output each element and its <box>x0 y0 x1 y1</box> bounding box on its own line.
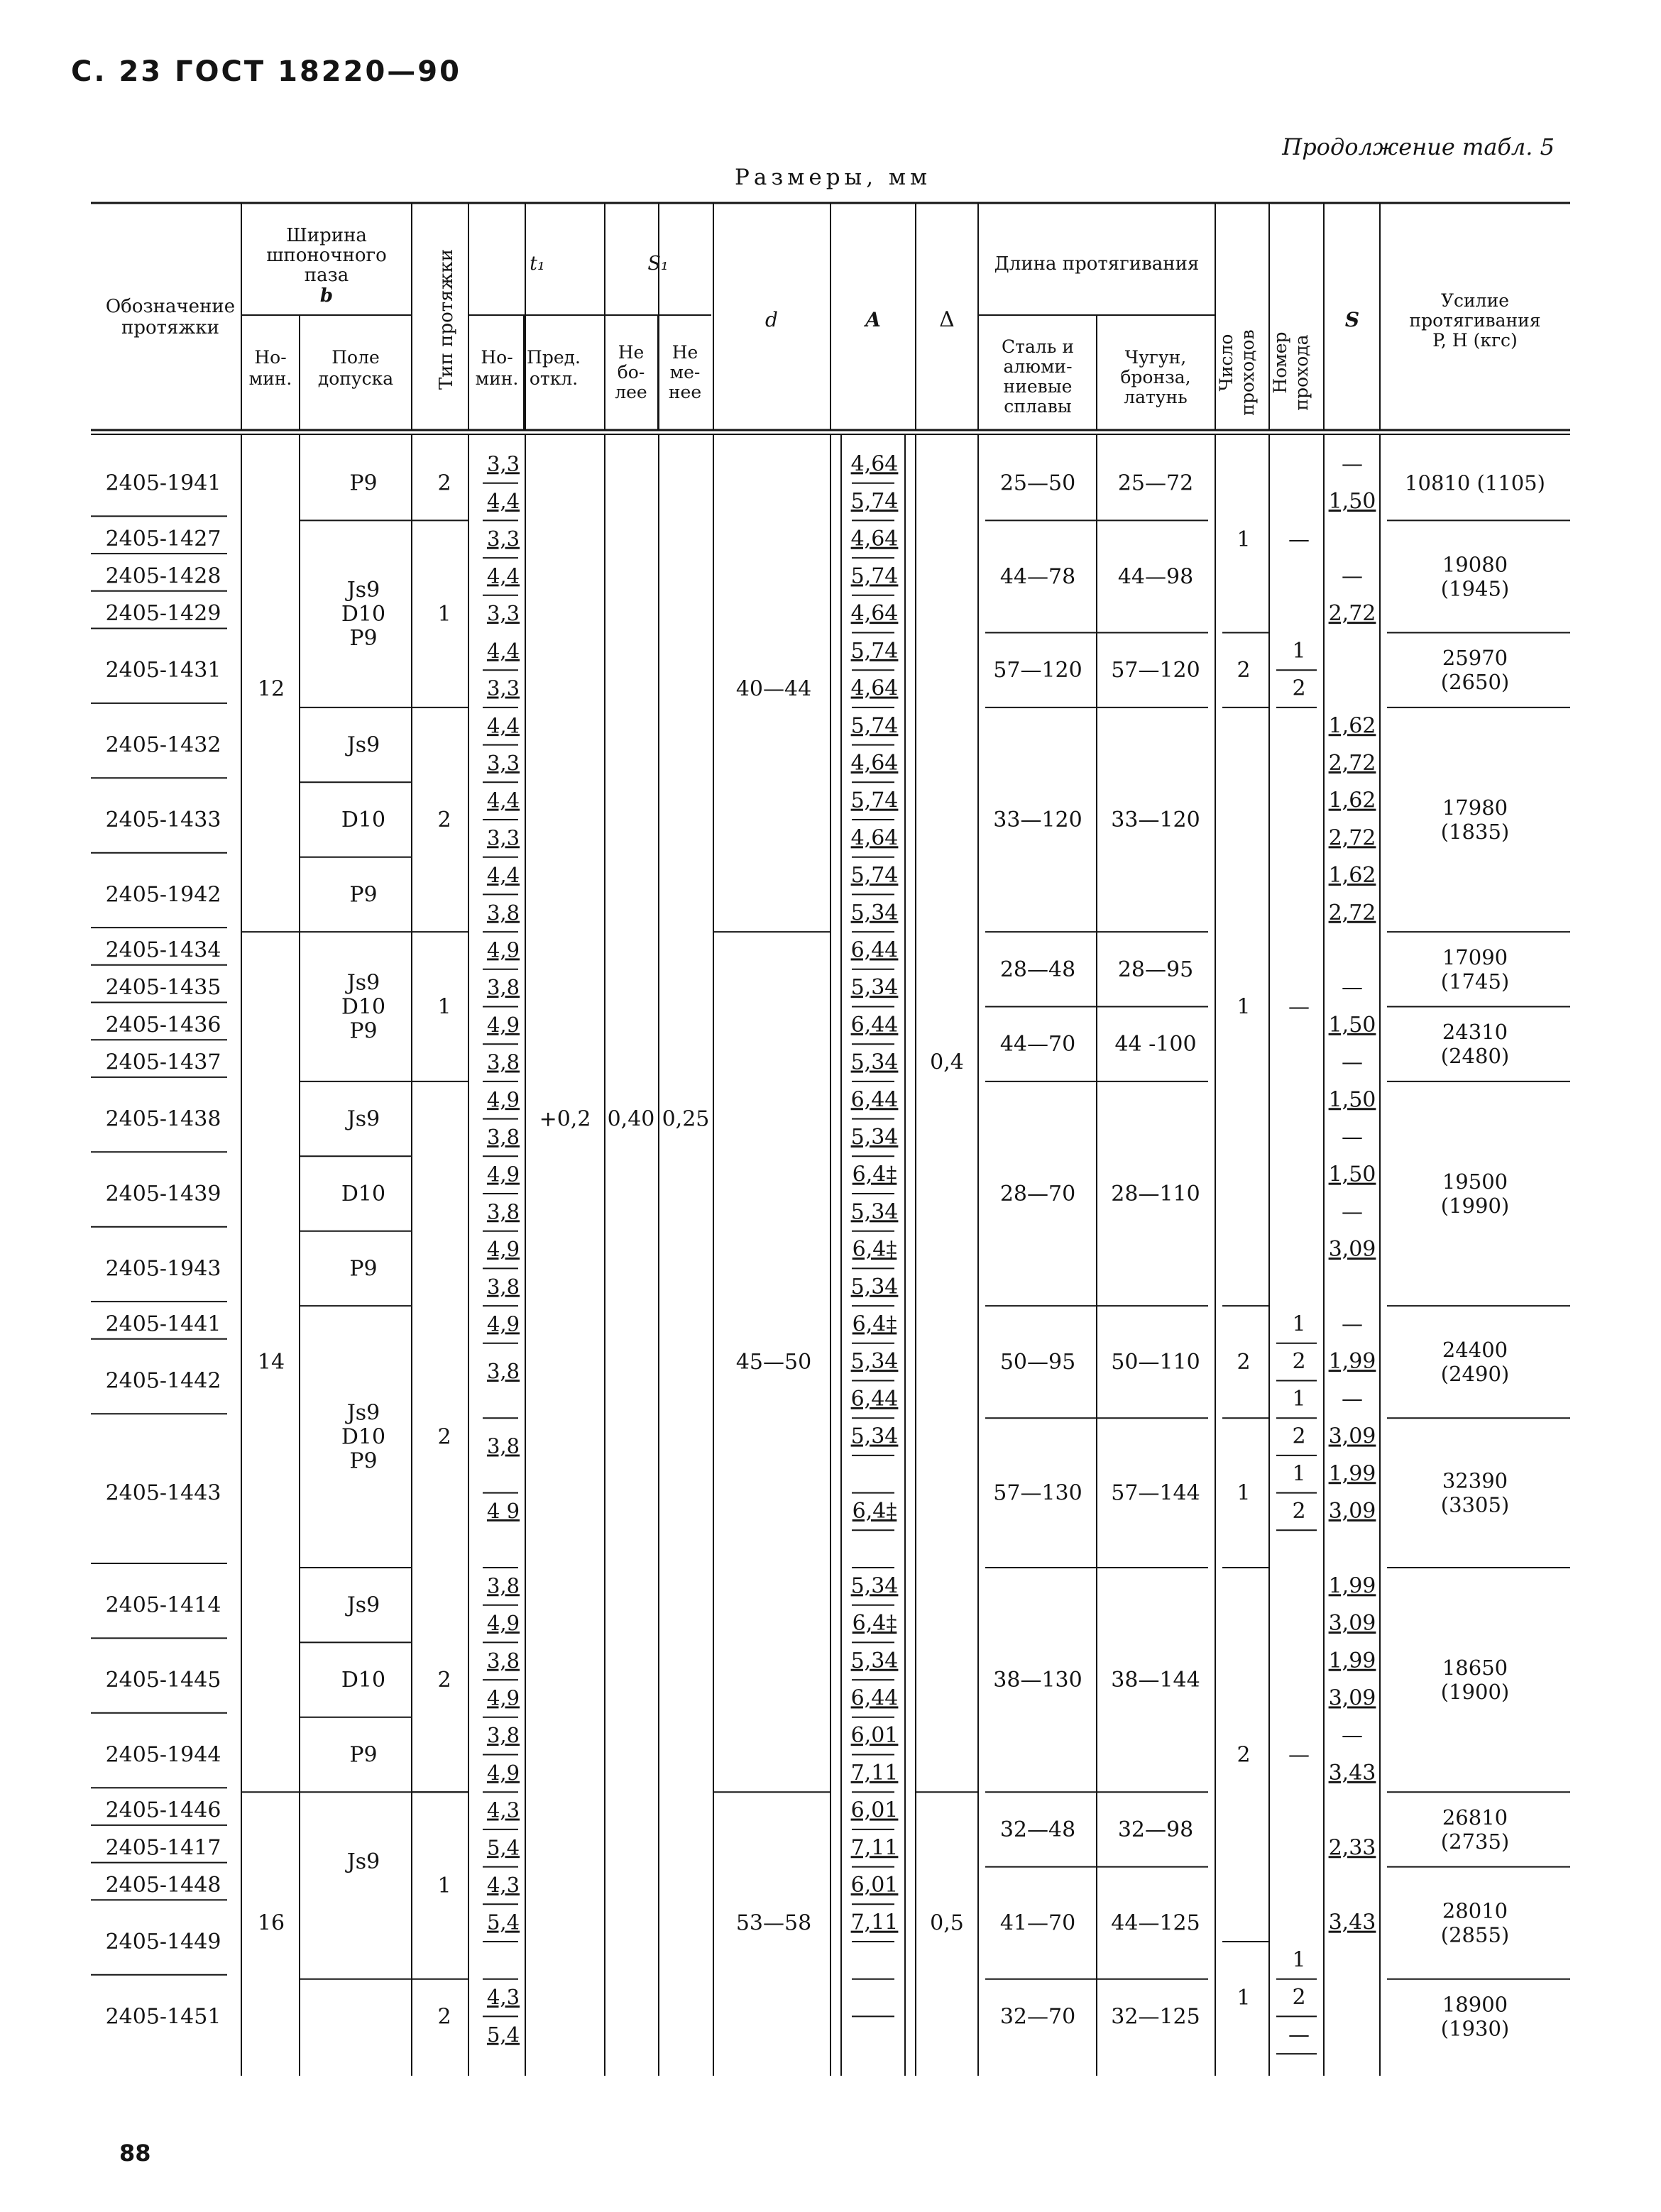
A-cell: 6,44 <box>850 1386 899 1412</box>
steel-length-cell: 28—48 <box>999 957 1076 982</box>
header-keyway-width: b <box>319 285 334 307</box>
designation-cell: 2405-1448 <box>105 1872 221 1898</box>
t1-nominal-cell: 4,9 <box>486 1162 520 1187</box>
designation-cell: 2405-1443 <box>105 1480 221 1506</box>
pass-number-cell: 2 <box>1292 676 1306 701</box>
passes-count-cell: 2 <box>1237 658 1251 683</box>
steel-length-cell: 32—48 <box>999 1817 1076 1842</box>
header-steel: алюми- <box>1003 356 1073 377</box>
designation-cell: 2405-1431 <box>105 658 221 683</box>
force-cell: 25970 <box>1442 646 1508 671</box>
table-body <box>106 451 1545 2047</box>
force-cell: 17980 <box>1442 796 1508 820</box>
header-cast-iron: бронза, <box>1120 367 1191 387</box>
A-cell: 6,01 <box>850 1872 899 1898</box>
A-cell: 6,44 <box>850 937 899 963</box>
A-cell: 5,74 <box>850 863 899 888</box>
S-cell: 1,99 <box>1328 1573 1376 1599</box>
force-cell: (2490) <box>1440 1362 1510 1387</box>
force-cell: 17090 <box>1442 945 1508 969</box>
header-A: A <box>865 308 881 331</box>
A-cell: 7,11 <box>850 1760 899 1785</box>
table-grid <box>91 203 1570 2076</box>
cast-iron-length-cell: 33—120 <box>1111 808 1200 832</box>
S-cell: — <box>1342 1386 1363 1412</box>
cast-iron-length-cell: 44 -100 <box>1114 1032 1197 1057</box>
t1-nominal-cell: 4,4 <box>486 489 520 514</box>
designation-cell: 2405-1434 <box>105 937 221 963</box>
nominal-b-cell: 16 <box>257 1910 285 1936</box>
t1-nominal-cell: 4,4 <box>486 863 520 888</box>
A-cell: 5,74 <box>850 788 899 813</box>
tolerance-field-cell: P9 <box>349 626 378 651</box>
S-cell: 1,99 <box>1328 1461 1376 1487</box>
S-cell: 1,50 <box>1328 489 1376 515</box>
A-cell: 5,34 <box>850 1349 899 1375</box>
A-cell: 4,64 <box>850 825 899 851</box>
header-keyway-width: шпоночного <box>266 245 387 266</box>
delta-cell: 0,4 <box>930 1050 964 1075</box>
t1-nominal-cell: 3,3 <box>486 601 520 626</box>
A-cell: 6,4‡ <box>852 1237 897 1262</box>
S-cell: 2,72 <box>1328 750 1376 776</box>
nominal-b-cell: 14 <box>257 1350 285 1375</box>
designation-cell: 2405-1436 <box>105 1012 221 1038</box>
passes-count-cell: 1 <box>1237 994 1251 1020</box>
broach-type-cell: 2 <box>437 2004 451 2030</box>
cast-iron-length-cell: 50—110 <box>1111 1350 1200 1375</box>
steel-length-cell: 41—70 <box>999 1910 1076 1936</box>
steel-length-cell: 25—50 <box>999 471 1076 496</box>
S-cell: 3,09 <box>1328 1611 1376 1636</box>
units-caption: Размеры, мм <box>735 165 932 190</box>
pass-number-cell: — <box>1288 1742 1310 1768</box>
pass-number-cell: 1 <box>1292 1461 1306 1487</box>
header-passes-count: Число <box>1216 334 1237 392</box>
t1-nominal-cell: 4,3 <box>486 1985 520 2010</box>
tolerance-field-cell: Js9 <box>346 1106 380 1132</box>
A-cell: 6,4‡ <box>852 1311 897 1337</box>
S-cell: 3,09 <box>1328 1498 1376 1524</box>
A-cell: 4,64 <box>850 451 899 477</box>
tolerance-field-cell: Js9 <box>346 1592 380 1618</box>
A-cell: 5,34 <box>850 1424 899 1449</box>
d-cell: 45—50 <box>735 1350 812 1375</box>
broach-type-cell: 2 <box>437 471 451 496</box>
S-cell: 2,72 <box>1328 601 1376 627</box>
S-cell: 1,62 <box>1328 788 1376 813</box>
header-t1-deviation: откл. <box>529 368 579 389</box>
table-continuation-note: Продолжение табл. 5 <box>1282 133 1555 160</box>
header-pass-number: Номер <box>1270 331 1290 394</box>
designation-cell: 2405-1417 <box>105 1835 221 1861</box>
t1-nominal-cell: 4,3 <box>486 1798 520 1822</box>
header-tolerance-field: Поле <box>331 347 380 368</box>
S-cell: — <box>1342 1311 1363 1337</box>
S-cell: 3,09 <box>1328 1237 1376 1262</box>
designation-cell: 2405-1437 <box>105 1050 221 1075</box>
designation-cell: 2405-1438 <box>105 1106 221 1132</box>
designation-cell: 2405-1441 <box>105 1311 221 1337</box>
designation-cell: 2405-1442 <box>105 1368 221 1394</box>
header-delta: Δ <box>939 307 955 332</box>
t1-nominal-cell: 3,3 <box>486 676 520 700</box>
t1-nominal-cell: 4,9 <box>486 1685 520 1710</box>
header-cast-iron: Чугун, <box>1124 347 1187 368</box>
header-pass-number: прохода <box>1291 334 1312 411</box>
cast-iron-length-cell: 44—125 <box>1111 1910 1200 1936</box>
force-cell: (3305) <box>1440 1492 1510 1517</box>
pass-number-cell: 2 <box>1292 1498 1306 1524</box>
A-cell: 6,01 <box>850 1723 899 1749</box>
header-s1-max: бо- <box>617 362 645 383</box>
pass-number-cell: 2 <box>1292 1985 1306 2010</box>
A-cell: 5,74 <box>850 489 899 515</box>
A-cell: 4,64 <box>850 601 899 627</box>
force-cell: 26810 <box>1442 1805 1508 1829</box>
delta-cell: 0,5 <box>930 1910 964 1936</box>
A-cell: 5,74 <box>850 638 899 664</box>
header-nominal-b: Но- <box>254 347 287 368</box>
page-header: С. 23 ГОСТ 18220—90 <box>71 55 461 88</box>
pass-number-cell: 1 <box>1292 1311 1306 1337</box>
d-cell: 40—44 <box>735 676 812 702</box>
tolerance-field-cell: D10 <box>341 994 386 1020</box>
A-cell: 5,34 <box>850 1050 899 1075</box>
force-cell: (1900) <box>1440 1680 1510 1705</box>
header-s1-min: Не <box>671 342 698 363</box>
passes-count-cell: 2 <box>1237 1742 1251 1768</box>
t1-nominal-cell: 4,4 <box>486 713 520 738</box>
header-force: протягивания <box>1409 310 1541 331</box>
force-cell: 10810 (1105) <box>1405 471 1545 495</box>
steel-length-cell: 38—130 <box>993 1668 1082 1693</box>
tolerance-field-cell: Js9 <box>346 970 380 996</box>
S-cell: 2,72 <box>1328 825 1376 851</box>
S-cell: — <box>1342 451 1363 477</box>
header-designation: протяжки <box>121 317 219 339</box>
S-cell: — <box>1342 975 1363 1001</box>
broach-type-cell: 2 <box>437 1668 451 1693</box>
force-cell: 24400 <box>1442 1338 1508 1363</box>
header-steel: сплавы <box>1004 396 1072 417</box>
S-cell: 1,50 <box>1328 1162 1376 1187</box>
t1-nominal-cell: 5,4 <box>486 1910 520 1935</box>
A-cell: 5,74 <box>850 713 899 739</box>
header-steel: Сталь и <box>1002 336 1074 357</box>
t1-nominal-cell: 3,3 <box>486 825 520 850</box>
tolerance-field-cell: D10 <box>341 1424 386 1450</box>
A-cell: 4,64 <box>850 750 899 776</box>
A-cell: 5,34 <box>850 1648 899 1673</box>
pass-number-cell: 1 <box>1292 1947 1306 1973</box>
header-d: d <box>765 308 778 331</box>
header-tolerance-field: допуска <box>317 368 394 389</box>
force-cell: 18900 <box>1442 1992 1508 2017</box>
tolerance-field-cell: D10 <box>341 602 386 627</box>
force-cell: (2855) <box>1440 1922 1510 1947</box>
broach-type-cell: 1 <box>437 602 451 627</box>
t1-nominal-cell: 3,8 <box>486 1199 520 1224</box>
t1-nominal-cell: 5,4 <box>486 1835 520 1860</box>
cast-iron-length-cell: 25—72 <box>1117 471 1194 496</box>
designation-cell: 2405-1432 <box>105 732 221 758</box>
designation-cell: 2405-1942 <box>105 882 221 908</box>
header-broach-length: Длина протягивания <box>994 253 1200 275</box>
passes-count-cell: 1 <box>1237 1986 1251 2011</box>
A-cell: 5,34 <box>850 1274 899 1299</box>
t1-nominal-cell: 4,4 <box>486 638 520 663</box>
S-cell: 1,50 <box>1328 1087 1376 1113</box>
steel-length-cell: 28—70 <box>999 1182 1076 1206</box>
S-cell: 3,43 <box>1328 1910 1376 1935</box>
steel-length-cell: 57—120 <box>993 658 1082 683</box>
force-cell: 19080 <box>1442 552 1508 577</box>
s1-max-cell: 0,40 <box>607 1106 655 1132</box>
header-t1-nominal: Но- <box>481 347 513 368</box>
designation-cell: 2405-1449 <box>105 1930 221 1954</box>
page-number: 88 <box>119 2140 151 2167</box>
steel-length-cell: 44—78 <box>999 564 1076 590</box>
t1-nominal-cell: 4,9 <box>486 1087 520 1112</box>
header-steel: ниевые <box>1003 376 1073 397</box>
force-cell: (2650) <box>1440 670 1510 695</box>
tolerance-field-cell: Js9 <box>346 1400 380 1426</box>
d-cell: 53—58 <box>735 1910 812 1936</box>
force-cell: (2735) <box>1440 1829 1510 1854</box>
designation-cell: 2405-1427 <box>105 526 221 551</box>
designation-cell: 2405-1414 <box>105 1592 221 1618</box>
pass-number-cell: 1 <box>1292 1386 1306 1412</box>
t1-nominal-cell: 3,8 <box>486 1050 520 1074</box>
S-cell: — <box>1342 1050 1363 1075</box>
header-force: P, Н (кгс) <box>1432 330 1518 351</box>
header-broach-type: Тип протяжки <box>436 248 457 390</box>
header-s1-min: ме- <box>669 362 701 383</box>
force-cell: (2480) <box>1440 1044 1510 1069</box>
cast-iron-length-cell: 32—98 <box>1117 1817 1194 1842</box>
t1-nominal-cell: 3,3 <box>486 451 520 476</box>
broach-type-cell: 1 <box>437 994 451 1020</box>
A-cell: 5,74 <box>850 563 899 589</box>
tolerance-field-cell: D10 <box>341 808 386 832</box>
tolerance-field-cell: P9 <box>349 1448 378 1474</box>
t1-nominal-cell: 3,8 <box>486 1274 520 1299</box>
s1-min-cell: 0,25 <box>662 1106 710 1132</box>
force-cell: (1990) <box>1440 1194 1510 1218</box>
tolerance-field-cell: Js9 <box>346 1849 380 1874</box>
S-cell: 2,72 <box>1328 900 1376 925</box>
force-cell: 18650 <box>1442 1656 1508 1680</box>
A-cell: 6,44 <box>850 1012 899 1038</box>
passes-count-cell: 2 <box>1237 1350 1251 1375</box>
t1-nominal-cell: 4,4 <box>486 563 520 588</box>
force-cell: (1835) <box>1440 820 1510 844</box>
header-cast-iron: латунь <box>1124 387 1188 407</box>
steel-length-cell: 50—95 <box>999 1350 1076 1375</box>
A-cell: 5,34 <box>850 900 899 925</box>
pass-number-cell: — <box>1288 527 1310 552</box>
header-nominal-b: мин. <box>248 368 292 389</box>
steel-length-cell: 57—130 <box>993 1480 1082 1506</box>
nominal-b-cell: 12 <box>257 676 285 702</box>
header-t1: t₁ <box>530 253 545 275</box>
A-cell: 7,11 <box>850 1835 899 1861</box>
force-cell: 32390 <box>1442 1468 1508 1493</box>
t1-nominal-cell: 5,4 <box>486 2022 520 2047</box>
steel-length-cell: 33—120 <box>993 808 1082 832</box>
tolerance-field-cell: Js9 <box>346 578 380 603</box>
designation-cell: 2405-1451 <box>105 2004 221 2030</box>
broach-type-cell: 2 <box>437 1424 451 1450</box>
S-cell: 3,09 <box>1328 1685 1376 1711</box>
t1-nominal-cell: 4,3 <box>486 1872 520 1897</box>
t1-nominal-cell: 3,8 <box>486 1573 520 1598</box>
header-S: S <box>1344 308 1360 331</box>
tolerance-field-cell: P9 <box>349 1742 378 1768</box>
pass-number-cell: — <box>1288 2022 1310 2047</box>
cast-iron-length-cell: 28—110 <box>1111 1182 1200 1206</box>
S-cell: 1,62 <box>1328 713 1376 739</box>
t1-nominal-cell: 4 9 <box>486 1498 520 1523</box>
t1-nominal-cell: 3,8 <box>486 1124 520 1149</box>
broach-type-cell: 1 <box>437 1873 451 1898</box>
pass-number-cell: 2 <box>1292 1349 1306 1375</box>
header-s1: S₁ <box>647 253 669 275</box>
designation-cell: 2405-1446 <box>105 1798 221 1823</box>
tolerance-field-cell: P9 <box>349 1018 378 1044</box>
header-keyway-width: паза <box>304 265 349 286</box>
designation-cell: 2405-1944 <box>105 1742 221 1768</box>
designation-cell: 2405-1435 <box>105 975 221 1001</box>
A-cell: 4,64 <box>850 526 899 551</box>
force-cell: (1745) <box>1440 969 1510 994</box>
t1-nominal-cell: 3,8 <box>486 900 520 925</box>
A-cell: 6,4‡ <box>852 1611 897 1636</box>
tolerance-field-cell: D10 <box>341 1668 386 1693</box>
header-s1-max: лее <box>615 382 647 402</box>
designation-cell: 2405-1943 <box>105 1256 221 1282</box>
S-cell: — <box>1342 1723 1363 1749</box>
S-cell: 1,50 <box>1328 1012 1376 1038</box>
header-s1-max: Не <box>618 342 645 363</box>
cast-iron-length-cell: 32—125 <box>1111 2004 1200 2030</box>
cast-iron-length-cell: 57—120 <box>1111 658 1200 683</box>
S-cell: 3,43 <box>1328 1760 1376 1785</box>
header-force: Усилие <box>1440 290 1510 311</box>
t1-nominal-cell: 3,3 <box>486 526 520 551</box>
pass-number-cell: 1 <box>1292 638 1306 664</box>
tolerance-field-cell: Js9 <box>346 732 380 758</box>
t1-nominal-cell: 3,8 <box>486 1434 520 1458</box>
A-cell: 5,34 <box>850 1573 899 1599</box>
t1-nominal-cell: 3,8 <box>486 1723 520 1748</box>
pass-number-cell: — <box>1288 994 1310 1020</box>
S-cell: 1,99 <box>1328 1648 1376 1673</box>
tolerance-field-cell: D10 <box>341 1182 386 1206</box>
A-cell: 6,44 <box>850 1087 899 1113</box>
cast-iron-length-cell: 38—144 <box>1111 1668 1200 1693</box>
S-cell: 1,99 <box>1328 1349 1376 1375</box>
t1-nominal-cell: 3,8 <box>486 1648 520 1673</box>
header-t1-deviation: Пред. <box>527 347 581 368</box>
pass-number-cell: 2 <box>1292 1424 1306 1449</box>
designation-cell: 2405-1941 <box>105 471 221 496</box>
cast-iron-length-cell: 57—144 <box>1111 1480 1200 1506</box>
tolerance-field-cell: P9 <box>349 471 378 496</box>
A-cell: 6,4‡ <box>852 1162 897 1187</box>
steel-length-cell: 44—70 <box>999 1032 1076 1057</box>
header-passes-count: проходов <box>1237 329 1258 416</box>
t1-nominal-cell: 4,9 <box>486 1611 520 1636</box>
A-cell: 6,4‡ <box>852 1498 897 1524</box>
force-cell: (1930) <box>1440 2016 1510 2041</box>
designation-cell: 2405-1429 <box>105 601 221 627</box>
force-cell: (1945) <box>1440 576 1510 601</box>
A-cell: 5,34 <box>850 975 899 1001</box>
force-cell: 28010 <box>1442 1898 1508 1923</box>
passes-count-cell: 1 <box>1237 1480 1251 1506</box>
S-cell: 1,62 <box>1328 863 1376 888</box>
S-cell: — <box>1342 563 1363 589</box>
t1-nominal-cell: 4,9 <box>486 937 520 962</box>
A-cell: 5,34 <box>850 1199 899 1225</box>
t1-nominal-cell: 3,8 <box>486 1359 520 1384</box>
force-cell: 24310 <box>1442 1020 1508 1045</box>
t1-nominal-cell: 3,3 <box>486 750 520 775</box>
header-designation: Обозначение <box>105 296 236 317</box>
S-cell: 3,09 <box>1328 1424 1376 1449</box>
A-cell: 4,64 <box>850 676 899 701</box>
designation-cell: 2405-1428 <box>105 563 221 589</box>
A-cell: 7,11 <box>850 1910 899 1935</box>
steel-length-cell: 32—70 <box>999 2004 1076 2030</box>
t1-nominal-cell: 4,9 <box>486 1012 520 1037</box>
t1-nominal-cell: 4,9 <box>486 1760 520 1785</box>
broach-type-cell: 2 <box>437 808 451 832</box>
table-header <box>106 225 1541 417</box>
t1-deviation-cell: +0,2 <box>539 1106 591 1132</box>
designation-cell: 2405-1445 <box>105 1668 221 1693</box>
header-t1-nominal: мин. <box>475 368 519 389</box>
S-cell: 2,33 <box>1328 1835 1376 1861</box>
A-cell: 6,01 <box>850 1798 899 1823</box>
tolerance-field-cell: P9 <box>349 1256 378 1282</box>
cast-iron-length-cell: 44—98 <box>1117 564 1194 590</box>
force-cell: 19500 <box>1442 1170 1508 1194</box>
header-keyway-width: Ширина <box>286 225 367 246</box>
designation-cell: 2405-1433 <box>105 808 221 832</box>
t1-nominal-cell: 4,9 <box>486 1311 520 1336</box>
A-cell: 5,34 <box>850 1124 899 1150</box>
A-cell: 6,44 <box>850 1685 899 1711</box>
S-cell: — <box>1342 1199 1363 1225</box>
cast-iron-length-cell: 28—95 <box>1117 957 1194 982</box>
S-cell: — <box>1342 1124 1363 1150</box>
tolerance-field-cell: P9 <box>349 882 378 908</box>
designation-cell: 2405-1439 <box>105 1182 221 1206</box>
t1-nominal-cell: 4,4 <box>486 788 520 813</box>
passes-count-cell: 1 <box>1237 527 1251 552</box>
t1-nominal-cell: 3,8 <box>486 975 520 1000</box>
t1-nominal-cell: 4,9 <box>486 1237 520 1262</box>
header-s1-min: нее <box>668 382 702 402</box>
